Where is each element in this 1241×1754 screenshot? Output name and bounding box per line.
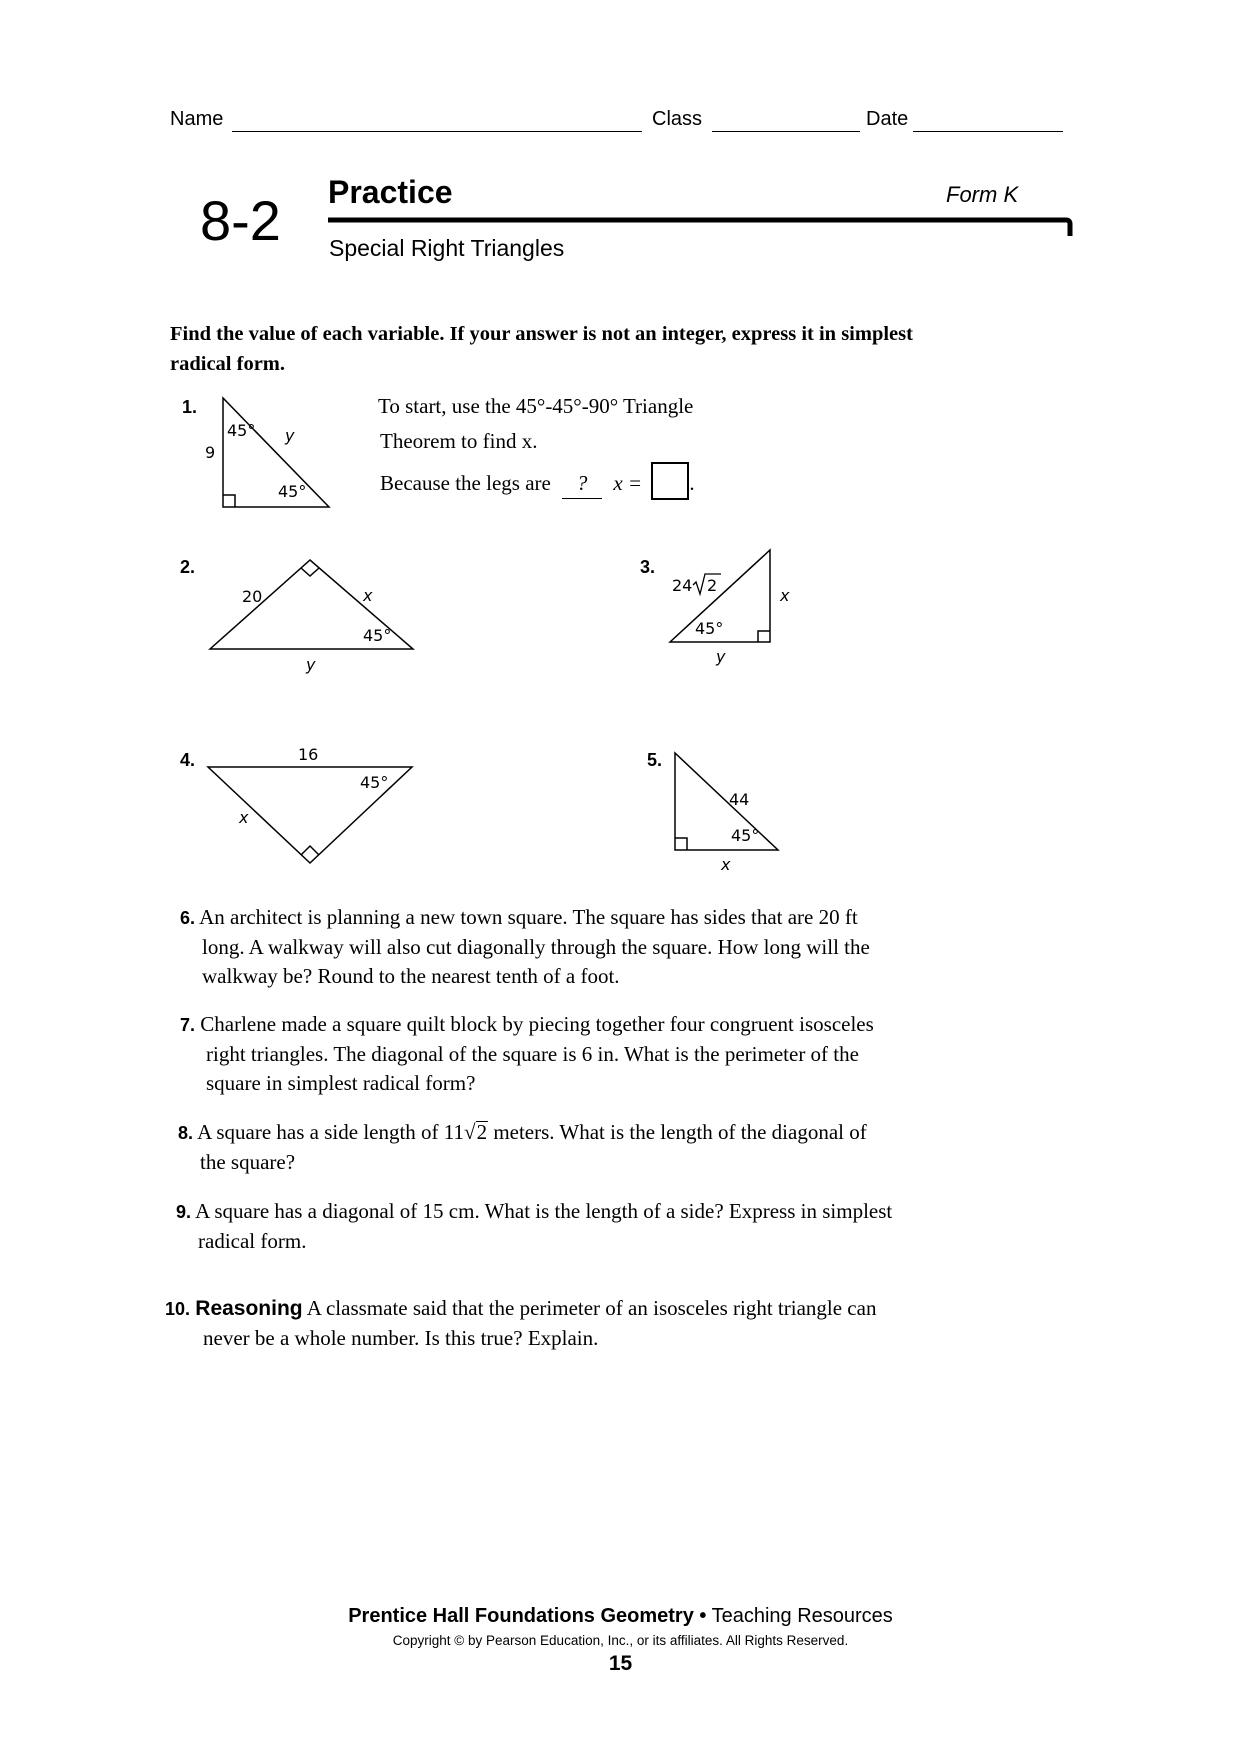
problem-1-hyp-label: y — [285, 426, 295, 445]
problem-8: 8. A square has a side length of 11√2 meters. What is the length of the diagonal of the square? — [178, 1120, 867, 1174]
problem-4-triangle — [200, 745, 430, 875]
page-number: 15 — [608, 1652, 633, 1675]
problem-4-angle: 45° — [360, 773, 389, 792]
footer-book — [0, 1605, 1241, 1628]
problem-1-x-equals: x = — [613, 471, 643, 495]
problem-2-left-label: 20 — [242, 587, 263, 606]
problem-1-answer-box[interactable] — [651, 462, 689, 500]
instructions: Find the value of each variable. If your answer is not an integer, express it in simplest radical form. — [170, 323, 913, 375]
problem-2-number: 2. — [180, 557, 196, 577]
problem-8-number: 8. — [178, 1123, 194, 1143]
problem-6-line-3: walkway be? Round to the nearest tenth of a foot. — [202, 964, 620, 988]
problem-1-line-3 — [380, 462, 695, 500]
problem-3-angle: 45° — [695, 619, 724, 638]
problem-9-line-2: radical form. — [198, 1229, 307, 1253]
date-label: Date — [866, 108, 909, 130]
problem-3-triangle — [660, 540, 810, 670]
problem-1-side-label: 9 — [205, 443, 216, 462]
form-label: Form K — [946, 182, 1019, 207]
problem-1-blank[interactable]: ? — [562, 469, 602, 499]
problem-3-leg-label: x — [780, 586, 790, 605]
class-label: Class — [652, 108, 703, 130]
problem-6-line-2: long. A walkway will also cut diagonally through the square. How long will the — [202, 935, 870, 959]
problem-4-top-label: 16 — [298, 745, 319, 764]
problem-6-number: 6. — [180, 908, 196, 928]
problem-5-number: 5. — [647, 750, 663, 770]
problem-1-period: . — [689, 471, 695, 495]
problem-1-line-2: Theorem to find x. — [380, 429, 538, 453]
problem-8-text-post: meters. What is the length of the diagonal of — [488, 1120, 867, 1144]
problem-2-triangle — [200, 550, 440, 680]
problem-6-line-1: An architect is planning a new town square. The square has sides that are 20 ft — [199, 905, 858, 929]
problem-9 — [176, 1197, 892, 1256]
lesson-number: 8-2 — [200, 189, 281, 252]
problem-7-number: 7. — [180, 1015, 196, 1035]
problem-1-number: 1. — [182, 397, 198, 417]
problem-10 — [165, 1294, 876, 1353]
problem-4-number: 4. — [180, 750, 196, 770]
problem-9-line-1: A square has a diagonal of 15 cm. What is the length of a side? Express in simplest — [195, 1199, 893, 1223]
problem-1-angle-top: 45° — [227, 421, 256, 440]
problem-10-line-2: never be a whole number. Is this true? Explain. — [203, 1326, 599, 1350]
problem-8-text-pre: A square has a side length of 11 — [197, 1120, 465, 1144]
problem-3-number: 3. — [640, 557, 656, 577]
problem-3-hyp-coefficient: 24 — [672, 576, 693, 595]
name-field[interactable] — [232, 131, 642, 132]
problem-3-base-label: y — [716, 647, 726, 666]
problem-10-reasoning: Reasoning — [195, 1297, 303, 1320]
name-label: Name — [170, 108, 224, 130]
problem-5-triangle — [665, 745, 795, 880]
footer-copyright: Copyright © by Pearson Education, Inc., or its affiliates. All Rights Reserved. — [392, 1633, 849, 1648]
footer-resource: Teaching Resources — [706, 1605, 893, 1627]
problem-1-angle-bottom: 45° — [278, 482, 307, 501]
problem-1-triangle — [195, 390, 355, 515]
problem-1-because-text: Because the legs are — [380, 471, 551, 495]
problem-5-angle: 45° — [731, 826, 760, 845]
problem-9-number: 9. — [176, 1202, 192, 1222]
date-field[interactable] — [913, 131, 1063, 132]
problem-3-hyp-radicand: 2 — [707, 576, 718, 595]
problem-6 — [180, 903, 870, 991]
problem-7-line-1: Charlene made a square quilt block by piecing together four congruent isosceles — [200, 1012, 874, 1036]
problem-5-base-label: x — [721, 855, 731, 874]
problem-5-hyp-label: 44 — [729, 790, 750, 809]
problem-10-line-1: A classmate said that the perimeter of an isosceles right triangle can — [302, 1296, 877, 1320]
problem-1-line-1: To start, use the 45°-45°-90° Triangle — [378, 394, 694, 418]
problem-10-number: 10. — [165, 1299, 191, 1319]
class-field[interactable] — [712, 131, 860, 132]
lesson-subtitle: Special Right Triangles — [329, 235, 565, 261]
problem-8-radicand: 2 — [476, 1120, 488, 1144]
problem-2-angle: 45° — [363, 626, 392, 645]
problem-2-base-label: y — [306, 655, 316, 674]
problem-2-right-label: x — [363, 586, 373, 605]
problem-7 — [180, 1010, 874, 1098]
problem-8-line-2: the square? — [200, 1150, 296, 1174]
footer-book-title: Prentice Hall Foundations Geometry • — [348, 1605, 707, 1627]
page-title: Practice — [328, 174, 453, 210]
problem-7-line-2: right triangles. The diagonal of the square is 6 in. What is the perimeter of the — [206, 1042, 859, 1066]
problem-7-line-3: square in simplest radical form? — [206, 1071, 476, 1095]
problem-4-leg-label: x — [239, 808, 249, 827]
